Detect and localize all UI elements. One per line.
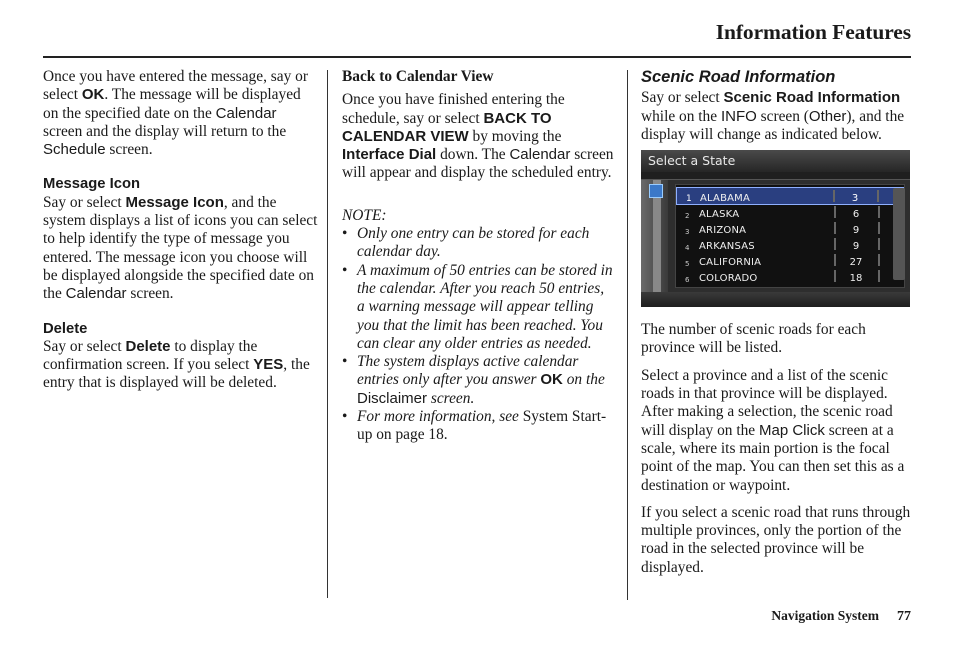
note-label: NOTE:: [342, 206, 387, 224]
note-item: • A maximum of 50 entries can be stored in the calendar. After you reach 50 entries, a warning message will appear telling you that the limit has been reached. You can clear any older entries as needed.: [342, 261, 613, 352]
note-item: • For more information, see System Start-up on page 18.: [342, 408, 607, 444]
state-row: 2 ALASKA 6: [676, 204, 904, 220]
state-row: 5 CALIFORNIA 27: [676, 252, 904, 268]
note-item: • The system displays active calendar entries only after you answer OK on the Disclaimer screen.: [342, 353, 605, 407]
select-state-screen-image: [641, 150, 910, 307]
scenic-select-paragraph: Select a province and a list of the scenic roads in that province will be displayed. After making a selection, the scenic road will display on the Map Click screen at a scale, where its main portion is the focal point of the map. You can then set this as a destination or waypoint.: [641, 366, 905, 494]
column-divider-1: [327, 70, 328, 598]
column-2: [342, 68, 614, 445]
page-number: 77: [897, 609, 911, 624]
screen-tab-indicator: [649, 184, 663, 198]
footer-section: Navigation System: [771, 608, 879, 623]
back-to-calendar-heading: Back to Calendar View: [342, 68, 494, 85]
screen-title: Select a State: [641, 150, 910, 172]
state-row: 6 COLORADO 18: [676, 268, 904, 284]
message-icon-paragraph: Say or select Message Icon, and the system displays a list of icons you can select to help identify the type of message you entered. The message icon you choose will be displayed alongside the specified date on the Calendar screen.: [43, 193, 318, 303]
state-row: 3 ARIZONA 9: [676, 220, 904, 236]
column-divider-2: [627, 70, 628, 600]
column-3: [641, 68, 913, 577]
state-row-selected: 1 ALABAMA 3: [676, 187, 904, 205]
screen-footer: [641, 292, 910, 307]
message-icon-heading: Message Icon: [43, 176, 141, 193]
scenic-count-paragraph: The number of scenic roads for each province will be listed.: [641, 321, 866, 357]
screen-scrollbar: [893, 188, 905, 280]
page-title: Information Features: [715, 20, 911, 44]
screen-toolbar: [641, 172, 910, 180]
delete-paragraph: Say or select Delete to display the confirmation screen. If you select YES, the entry that is displayed will be deleted.: [43, 337, 310, 392]
intro-paragraph: Once you have entered the message, say or select OK. The message will be displayed on the specified date on the Calendar screen and the display will return to the Schedule screen.: [43, 68, 308, 159]
scenic-road-paragraph: Say or select Scenic Road Information while on the INFO screen (Other), and the display will change as indicated below.: [641, 89, 905, 143]
page-footer: [771, 608, 911, 625]
state-row: 4 ARKANSAS 9: [676, 236, 904, 252]
state-list: [675, 184, 905, 288]
scenic-road-heading: Scenic Road Information: [641, 68, 836, 86]
notes-list: [342, 225, 614, 445]
delete-heading: Delete: [43, 320, 88, 337]
header-rule: [43, 56, 911, 58]
back-to-calendar-paragraph: Once you have finished entering the schedule, say or select BACK TO CALENDAR VIEW by moving the Interface Dial down. The Calendar screen will appear and display the scheduled entry.: [342, 91, 614, 182]
scenic-multi-province-paragraph: If you select a scenic road that runs through multiple provinces, only the portion of the road in the selected province will be displayed.: [641, 503, 911, 576]
column-1: [43, 68, 318, 393]
note-item: • Only one entry can be stored for each calendar day.: [342, 225, 590, 261]
